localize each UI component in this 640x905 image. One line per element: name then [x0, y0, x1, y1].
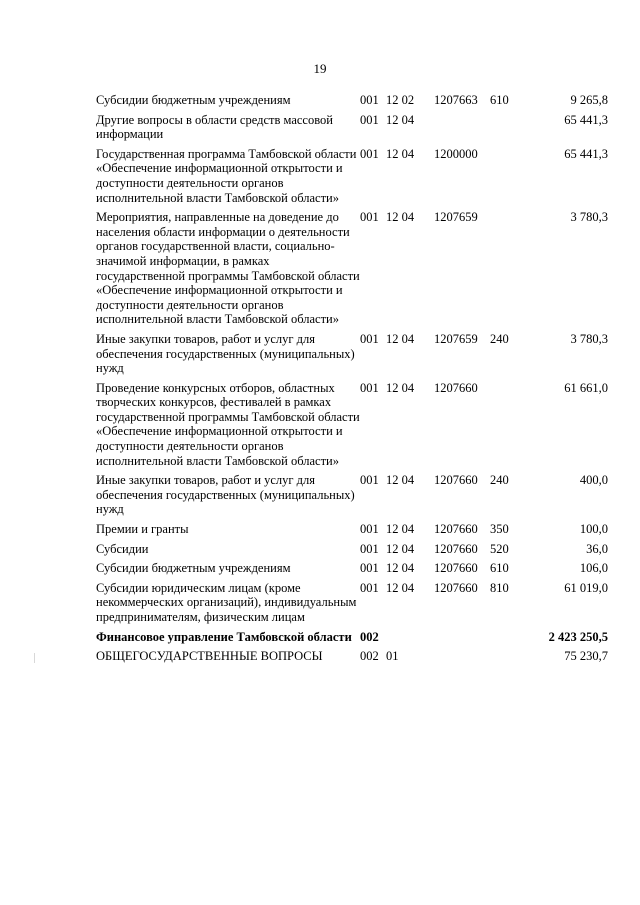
row-target-code [434, 649, 490, 669]
row-ministry-code: 001 [360, 380, 379, 395]
row-section-code: 12 04 [386, 146, 415, 161]
row-amount: 3 780,3 [570, 210, 608, 225]
table-row [96, 581, 608, 630]
row-expense-type [490, 630, 532, 650]
row-name: ОБЩЕГОСУДАРСТВЕННЫЕ ВОПРОСЫ [96, 649, 323, 664]
row-name: Мероприятия, направленные на доведение до населения области информации о деятельности органов государственной власти, социально-значимой информации, в рамках государственной программы Тамбовской области «Обеспечение информационной открытости и доступности деятельности органов исполнительной власти Тамбовской области» [96, 210, 360, 327]
row-target-code [434, 630, 490, 650]
row-expense-type: 240 [490, 473, 509, 488]
row-name: Иные закупки товаров, работ и услуг для обеспечения государственных (муниципальных) нужд [96, 473, 355, 517]
row-target-code: 1207660 [434, 380, 478, 395]
row-name: Премии и гранты [96, 522, 189, 537]
row-ministry-code: 001 [360, 331, 379, 346]
row-target-code [434, 113, 490, 147]
row-target-code: 1207660 [434, 473, 478, 488]
page-number: 19 [313, 61, 327, 76]
row-section-code: 12 04 [386, 541, 415, 556]
row-expense-type [490, 113, 532, 147]
row-target-code: 1200000 [434, 146, 478, 161]
row-ministry-code: 001 [360, 580, 379, 595]
table-row [96, 473, 608, 522]
row-amount: 3 780,3 [570, 331, 608, 346]
row-amount: 75 230,7 [564, 649, 608, 664]
row-section-code: 12 02 [386, 93, 415, 107]
row-expense-type: 520 [490, 541, 509, 556]
row-expense-type: 350 [490, 522, 509, 537]
table-row-department-total [96, 630, 608, 650]
row-amount: 65 441,3 [564, 112, 608, 127]
row-section-code: 12 04 [386, 561, 415, 576]
row-target-code: 1207659 [434, 331, 478, 346]
row-amount: 106,0 [579, 561, 608, 576]
row-ministry-code: 001 [360, 210, 379, 225]
row-amount: 9 265,8 [570, 93, 608, 107]
row-expense-type: 610 [490, 561, 509, 576]
row-amount: 2 423 250,5 [548, 629, 608, 644]
row-ministry-code: 001 [360, 561, 379, 576]
row-ministry-code: 002 [360, 649, 379, 664]
row-name: Субсидии бюджетным учреждениям [96, 561, 291, 576]
row-name: Иные закупки товаров, работ и услуг для обеспечения государственных (муниципальных) нужд [96, 331, 355, 376]
margin-mark [34, 653, 35, 663]
table-row [96, 522, 608, 542]
table-row [96, 113, 608, 147]
row-amount: 65 441,3 [564, 146, 608, 161]
row-expense-type [490, 381, 532, 474]
row-ministry-code: 001 [360, 93, 379, 107]
row-ministry-code: 002 [360, 629, 379, 644]
row-name: Субсидии юридическим лицам (кроме некоммерческих организаций), индивидуальным предпринимателям, физическим лицам [96, 580, 357, 624]
table-row [96, 649, 608, 669]
table-row [96, 332, 608, 381]
row-section-code: 12 04 [386, 580, 415, 595]
row-section-code: 12 04 [386, 112, 415, 127]
table-row [96, 381, 608, 474]
row-amount: 100,0 [579, 522, 608, 537]
row-section-code: 12 04 [386, 522, 415, 537]
row-name: Другие вопросы в области средств массовой информации [96, 112, 333, 142]
row-ministry-code: 001 [360, 473, 379, 488]
row-amount: 36,0 [586, 541, 608, 556]
table-row [96, 542, 608, 562]
row-expense-type: 240 [490, 331, 509, 346]
table-row [96, 93, 608, 113]
row-target-code: 1207660 [434, 580, 478, 595]
row-section-code: 12 04 [386, 331, 415, 346]
row-section-code: 12 04 [386, 210, 415, 225]
row-target-code: 1207660 [434, 561, 478, 576]
row-name: Проведение конкурсных отборов, областных творческих конкурсов, фестивалей в рамках государственной программы Тамбовской области «Обеспечение информационной открытости и доступности деятельности органов исполнительной власти Тамбовской области» [96, 380, 360, 468]
row-target-code: 1207659 [434, 210, 478, 225]
row-expense-type [490, 147, 532, 210]
row-section-code: 12 04 [386, 473, 415, 488]
row-section-code: 12 04 [386, 380, 415, 395]
row-amount: 61 661,0 [564, 380, 608, 395]
table-row [96, 147, 608, 210]
budget-table [96, 93, 608, 669]
row-expense-type [490, 649, 532, 669]
row-expense-type [490, 210, 532, 332]
row-expense-type: 810 [490, 580, 509, 595]
row-amount: 400,0 [579, 473, 608, 488]
row-target-code: 1207663 [434, 93, 478, 107]
row-expense-type: 610 [490, 93, 509, 107]
row-name: Финансовое управление Тамбовской области [96, 629, 352, 644]
row-ministry-code: 001 [360, 146, 379, 161]
table-row [96, 210, 608, 332]
row-target-code: 1207660 [434, 541, 478, 556]
row-section-code [386, 630, 434, 650]
row-target-code: 1207660 [434, 522, 478, 537]
row-name: Субсидии [96, 541, 149, 556]
row-section-code: 01 [386, 649, 399, 664]
row-ministry-code: 001 [360, 522, 379, 537]
row-ministry-code: 001 [360, 112, 379, 127]
row-name: Государственная программа Тамбовской области «Обеспечение информационной открытости и доступности деятельности органов исполнительной власти Тамбовской области» [96, 146, 357, 205]
row-amount: 61 019,0 [564, 580, 608, 595]
row-name: Субсидии бюджетным учреждениям [96, 93, 291, 107]
table-row [96, 561, 608, 581]
row-ministry-code: 001 [360, 541, 379, 556]
